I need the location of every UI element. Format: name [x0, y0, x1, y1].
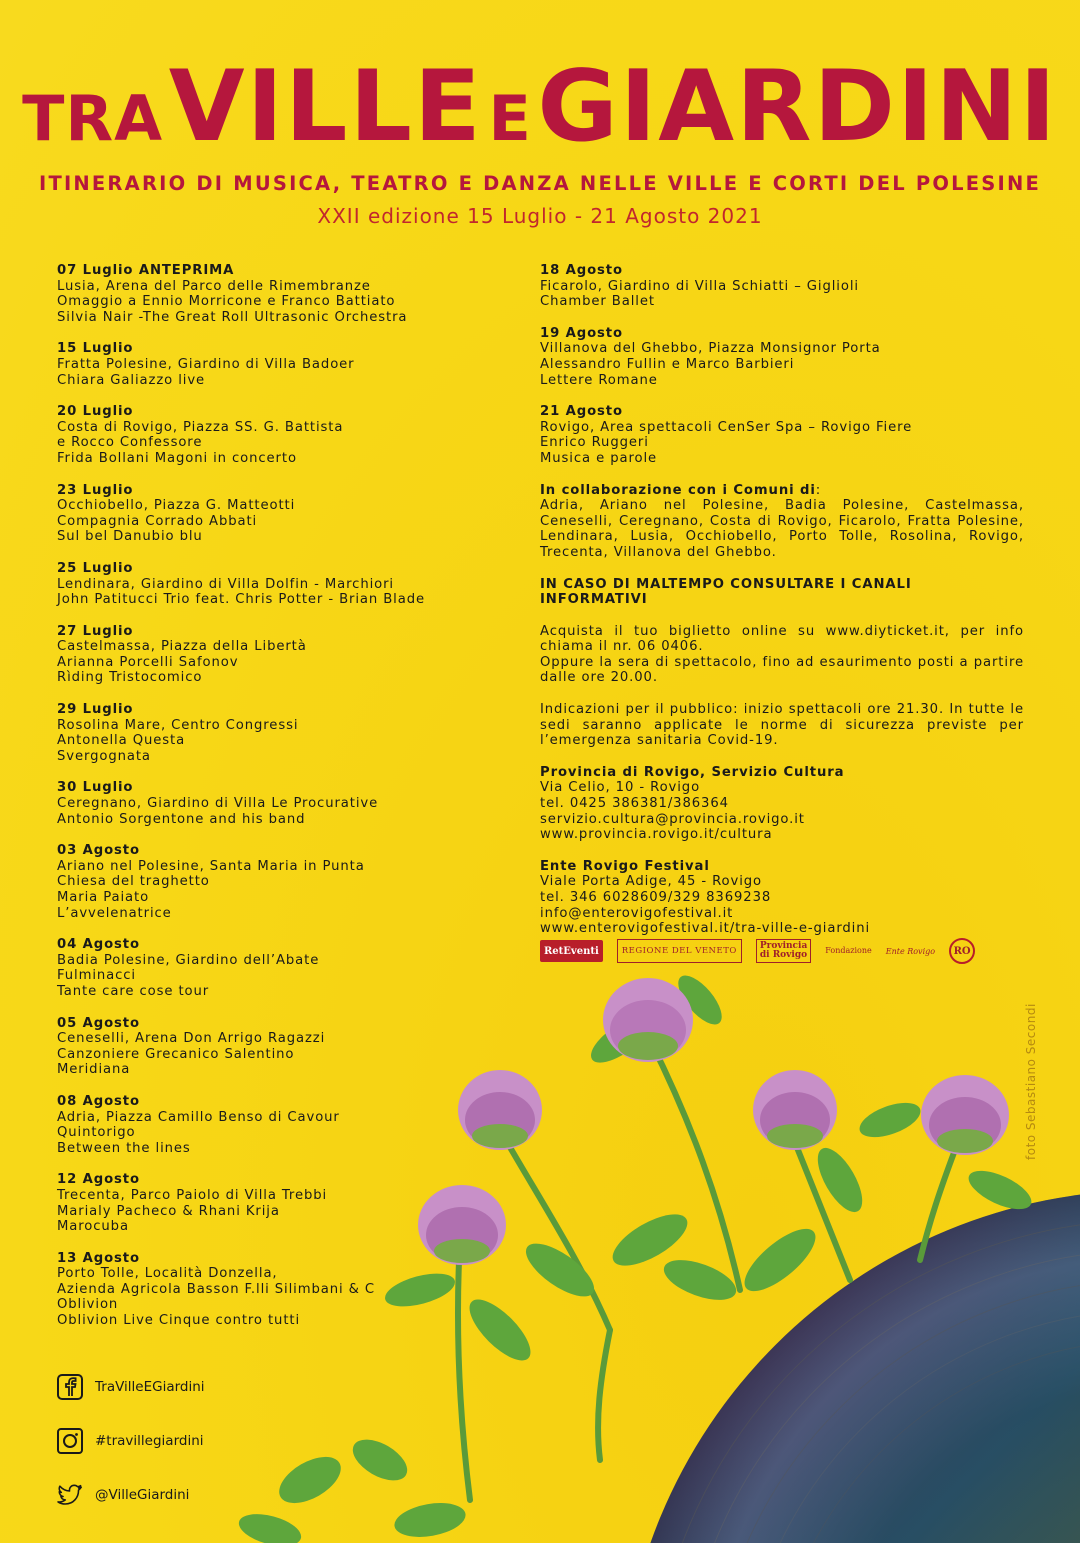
event-detail-line: Enrico Ruggeri — [540, 435, 649, 451]
provincia-rovigo-logo — [756, 939, 811, 963]
event-detail-line: Marocuba — [57, 1219, 129, 1235]
event-date: 25 Luglio — [57, 560, 134, 576]
title-giardini: GIARDINI — [537, 50, 1058, 164]
facebook-handle[interactable]: TraVilleEGiardini — [95, 1379, 205, 1395]
event-detail-line: L’avvelenatrice — [57, 905, 172, 921]
event-date: 08 Agosto — [57, 1093, 140, 1109]
photo-credit: foto Sebastiano Secondi — [1024, 1003, 1038, 1160]
title-e: E — [488, 82, 532, 155]
public-info: Indicazioni per il pubblico: inizio spettacoli ore 21.30. In tutte le sedi saranno applicate le norme di sicurezza previste per l’emergenza sanitaria Covid-19. — [540, 702, 1024, 749]
edition-dates: XXII edizione 15 Luglio - 21 Agosto 2021 — [317, 204, 763, 228]
event-item — [57, 404, 497, 466]
event-date: 29 Luglio — [57, 702, 134, 718]
fondazione-logo: Fondazione — [825, 946, 872, 955]
event-detail-line: e Rocco Confessore — [57, 435, 203, 451]
title-tra: TRA — [22, 82, 164, 155]
events-left-column — [57, 263, 497, 1345]
twitter-icon — [57, 1482, 83, 1508]
sponsor-logos — [540, 938, 1030, 964]
collaboration-towns: Adria, Ariano nel Polesine, Badia Polesine, Castelmassa, Ceneselli, Ceregnano, Costa di Rovigo, Ficarolo, Fratta Polesine, Lendinara, Lusia, Occhiobello, Porto Tolle, Rosolina, Rovigo, Trecenta, Villanova del Ghebbo. — [540, 498, 1024, 560]
regione-veneto-logo: REGIONE DEL VENETO — [617, 939, 742, 963]
event-detail-line: Sul bel Danubio blu — [57, 529, 203, 545]
collaboration-title: In collaborazione con i Comuni di — [540, 482, 816, 498]
event-item — [57, 843, 497, 921]
twitter-handle[interactable]: @VilleGiardini — [95, 1487, 190, 1503]
event-detail-line: Canzoniere Grecanico Salentino — [57, 1046, 295, 1062]
collaboration-block — [540, 483, 1024, 561]
social-twitter[interactable] — [57, 1482, 189, 1508]
event-item — [57, 1016, 497, 1078]
event-detail-line: Frida Bollani Magoni in concerto — [57, 450, 297, 466]
contact-name: Ente Rovigo Festival — [540, 858, 710, 874]
contact-link[interactable]: info@enterovigofestival.it — [540, 905, 734, 921]
provincia-logo-line1: Provincia — [759, 941, 808, 951]
event-detail-line: Castelmassa, Piazza della Libertà — [57, 639, 307, 655]
event-item — [57, 702, 497, 764]
event-detail-line: Rovigo, Area spettacoli CenSer Spa – Rovigo Fiere — [540, 419, 913, 435]
event-detail-line: Ficarolo, Giardino di Villa Schiatti – Giglioli — [540, 278, 859, 294]
event-detail-line: John Patitucci Trio feat. Chris Potter - Brian Blade — [57, 592, 426, 608]
contacts-list — [540, 765, 1024, 937]
events-right-list — [540, 263, 1024, 467]
event-item — [540, 263, 1024, 310]
event-detail-line: Ariano nel Polesine, Santa Maria in Punta — [57, 858, 365, 874]
event-detail-line: Azienda Agricola Basson F.lli Silimbani & C — [57, 1281, 376, 1297]
tickets-online: Acquista il tuo biglietto online su www.diyticket.it, per info chiama il nr. 06 0406. — [540, 623, 1024, 655]
event-detail-line: Compagnia Corrado Abbati — [57, 513, 258, 529]
event-detail-line: Alessandro Fullin e Marco Barbieri — [540, 356, 795, 372]
event-date: 19 Agosto — [540, 325, 623, 341]
contact-line: Viale Porta Adige, 45 - Rovigo — [540, 874, 763, 890]
event-detail-line: Tante care cose tour — [57, 983, 210, 999]
weather-notice: IN CASO DI MALTEMPO CONSULTARE I CANALI INFORMATIVI — [540, 576, 912, 608]
event-date: 20 Luglio — [57, 404, 134, 420]
instagram-handle[interactable]: #travillegiardini — [95, 1433, 204, 1449]
ente-rovigo-festival-logo: Ente Rovigo — [885, 946, 936, 956]
event-detail-line: Between the lines — [57, 1140, 191, 1156]
event-detail-line: Antonella Questa — [57, 733, 186, 749]
event-item — [57, 341, 497, 388]
contact-link[interactable]: www.provincia.rovigo.it/cultura — [540, 827, 773, 843]
event-item — [57, 624, 497, 686]
event-detail-line: Trecenta, Parco Paiolo di Villa Trebbi — [57, 1187, 328, 1203]
event-detail-line: Villanova del Ghebbo, Piazza Monsignor Porta — [540, 341, 881, 357]
facebook-icon — [57, 1374, 83, 1400]
contact-line: tel. 0425 386381/386364 — [540, 796, 729, 812]
subtitle: ITINERARIO DI MUSICA, TEATRO E DANZA NELLE VILLE E CORTI DEL POLESINE — [38, 172, 1041, 195]
title-ville: VILLE — [168, 50, 483, 164]
poster-title — [0, 50, 1080, 164]
contact-line: tel. 346 6028609/329 8369238 — [540, 890, 772, 905]
contact-link[interactable]: www.enterovigofestival.it/tra-ville-e-giardini — [540, 921, 871, 937]
event-date: 05 Agosto — [57, 1015, 140, 1031]
event-detail-line: Svergognata — [57, 748, 151, 764]
event-date: 23 Luglio — [57, 482, 134, 498]
event-date: 18 Agosto — [540, 263, 623, 278]
reteventi-logo: RetEventi — [540, 940, 603, 962]
event-detail-line: Rosolina Mare, Centro Congressi — [57, 717, 299, 733]
contact-link[interactable]: servizio.cultura@provincia.rovigo.it — [540, 811, 805, 827]
event-item — [57, 937, 497, 999]
event-detail-line: Musica e parole — [540, 450, 658, 466]
contact-line: Via Celio, 10 - Rovigo — [540, 780, 701, 796]
provincia-logo-line2: di Rovigo — [759, 950, 808, 960]
event-detail-line: Quintorigo — [57, 1125, 136, 1141]
contact-block — [540, 765, 1024, 843]
event-date: 27 Luglio — [57, 623, 134, 639]
event-date: 30 Luglio — [57, 780, 134, 796]
event-detail-line: Fratta Polesine, Giardino di Villa Badoer — [57, 356, 355, 372]
social-instagram[interactable] — [57, 1428, 204, 1454]
event-date: 13 Agosto — [57, 1250, 140, 1266]
contact-block — [540, 859, 1024, 937]
event-detail-line: Meridiana — [57, 1062, 131, 1078]
event-detail-line: Arianna Porcelli Safonov — [57, 654, 239, 670]
event-detail-line: Maria Paiato — [57, 890, 150, 905]
event-item — [57, 1251, 497, 1329]
contact-name: Provincia di Rovigo, Servizio Cultura — [540, 764, 845, 780]
event-detail-line: Silvia Nair -The Great Roll Ultrasonic Orchestra — [57, 309, 408, 325]
tickets-evening: Oppure la sera di spettacolo, fino ad esaurimento posti a partire dalle ore 20.00. — [540, 654, 1024, 686]
event-detail-line: Badia Polesine, Giardino dell’Abate — [57, 952, 320, 968]
event-detail-line: Marialy Pacheco & Rhani Krija — [57, 1203, 280, 1219]
event-detail-line: Omaggio a Ennio Morricone e Franco Battiato — [57, 294, 396, 310]
tickets-info — [540, 624, 1024, 686]
event-detail-line: Oblivion Live Cinque contro tutti — [57, 1313, 301, 1329]
event-detail-line: Fulminacci — [57, 968, 136, 984]
event-item — [57, 1094, 497, 1156]
event-date: 12 Agosto — [57, 1172, 140, 1188]
event-item — [57, 1172, 497, 1234]
event-date: 21 Agosto — [540, 404, 623, 420]
events-right-column — [540, 263, 1024, 953]
event-item — [540, 404, 1024, 466]
event-detail-line: Costa di Rovigo, Piazza SS. G. Battista — [57, 419, 344, 435]
event-detail-line: Occhiobello, Piazza G. Matteotti — [57, 498, 296, 514]
event-detail-line: Antonio Sorgentone and his band — [57, 811, 306, 827]
social-facebook[interactable] — [57, 1374, 205, 1400]
event-item — [540, 326, 1024, 388]
event-date: 07 Luglio ANTEPRIMA — [57, 263, 235, 278]
event-date: 04 Agosto — [57, 937, 140, 953]
event-detail-line: Adria, Piazza Camillo Benso di Cavour — [57, 1109, 340, 1125]
event-item — [57, 561, 497, 608]
instagram-icon — [57, 1428, 83, 1454]
event-detail-line: Porto Tolle, Località Donzella, — [57, 1266, 278, 1282]
event-date: 15 Luglio — [57, 341, 134, 357]
event-date: 03 Agosto — [57, 843, 140, 859]
collaboration-colon: : — [815, 482, 822, 498]
event-detail-line: Lusia, Arena del Parco delle Rimembranze — [57, 278, 371, 294]
event-item — [57, 483, 497, 545]
event-item — [57, 263, 497, 325]
event-detail-line: Ceneselli, Arena Don Arrigo Ragazzi — [57, 1031, 326, 1047]
event-detail-line: Chiesa del traghetto — [57, 874, 210, 890]
circular-logo: RO — [949, 938, 975, 964]
event-detail-line: Chiara Galiazzo live — [57, 372, 206, 388]
event-item — [57, 780, 497, 827]
event-detail-line: Chamber Ballet — [540, 294, 655, 310]
event-detail-line: Ceregnano, Giardino di Villa Le Procurative — [57, 796, 379, 812]
event-detail-line: Oblivion — [57, 1297, 119, 1313]
event-detail-line: Lettere Romane — [540, 372, 658, 388]
event-detail-line: Lendinara, Giardino di Villa Dolfin - Marchiori — [57, 576, 394, 592]
event-detail-line: Rìding Tristocomico — [57, 670, 203, 686]
